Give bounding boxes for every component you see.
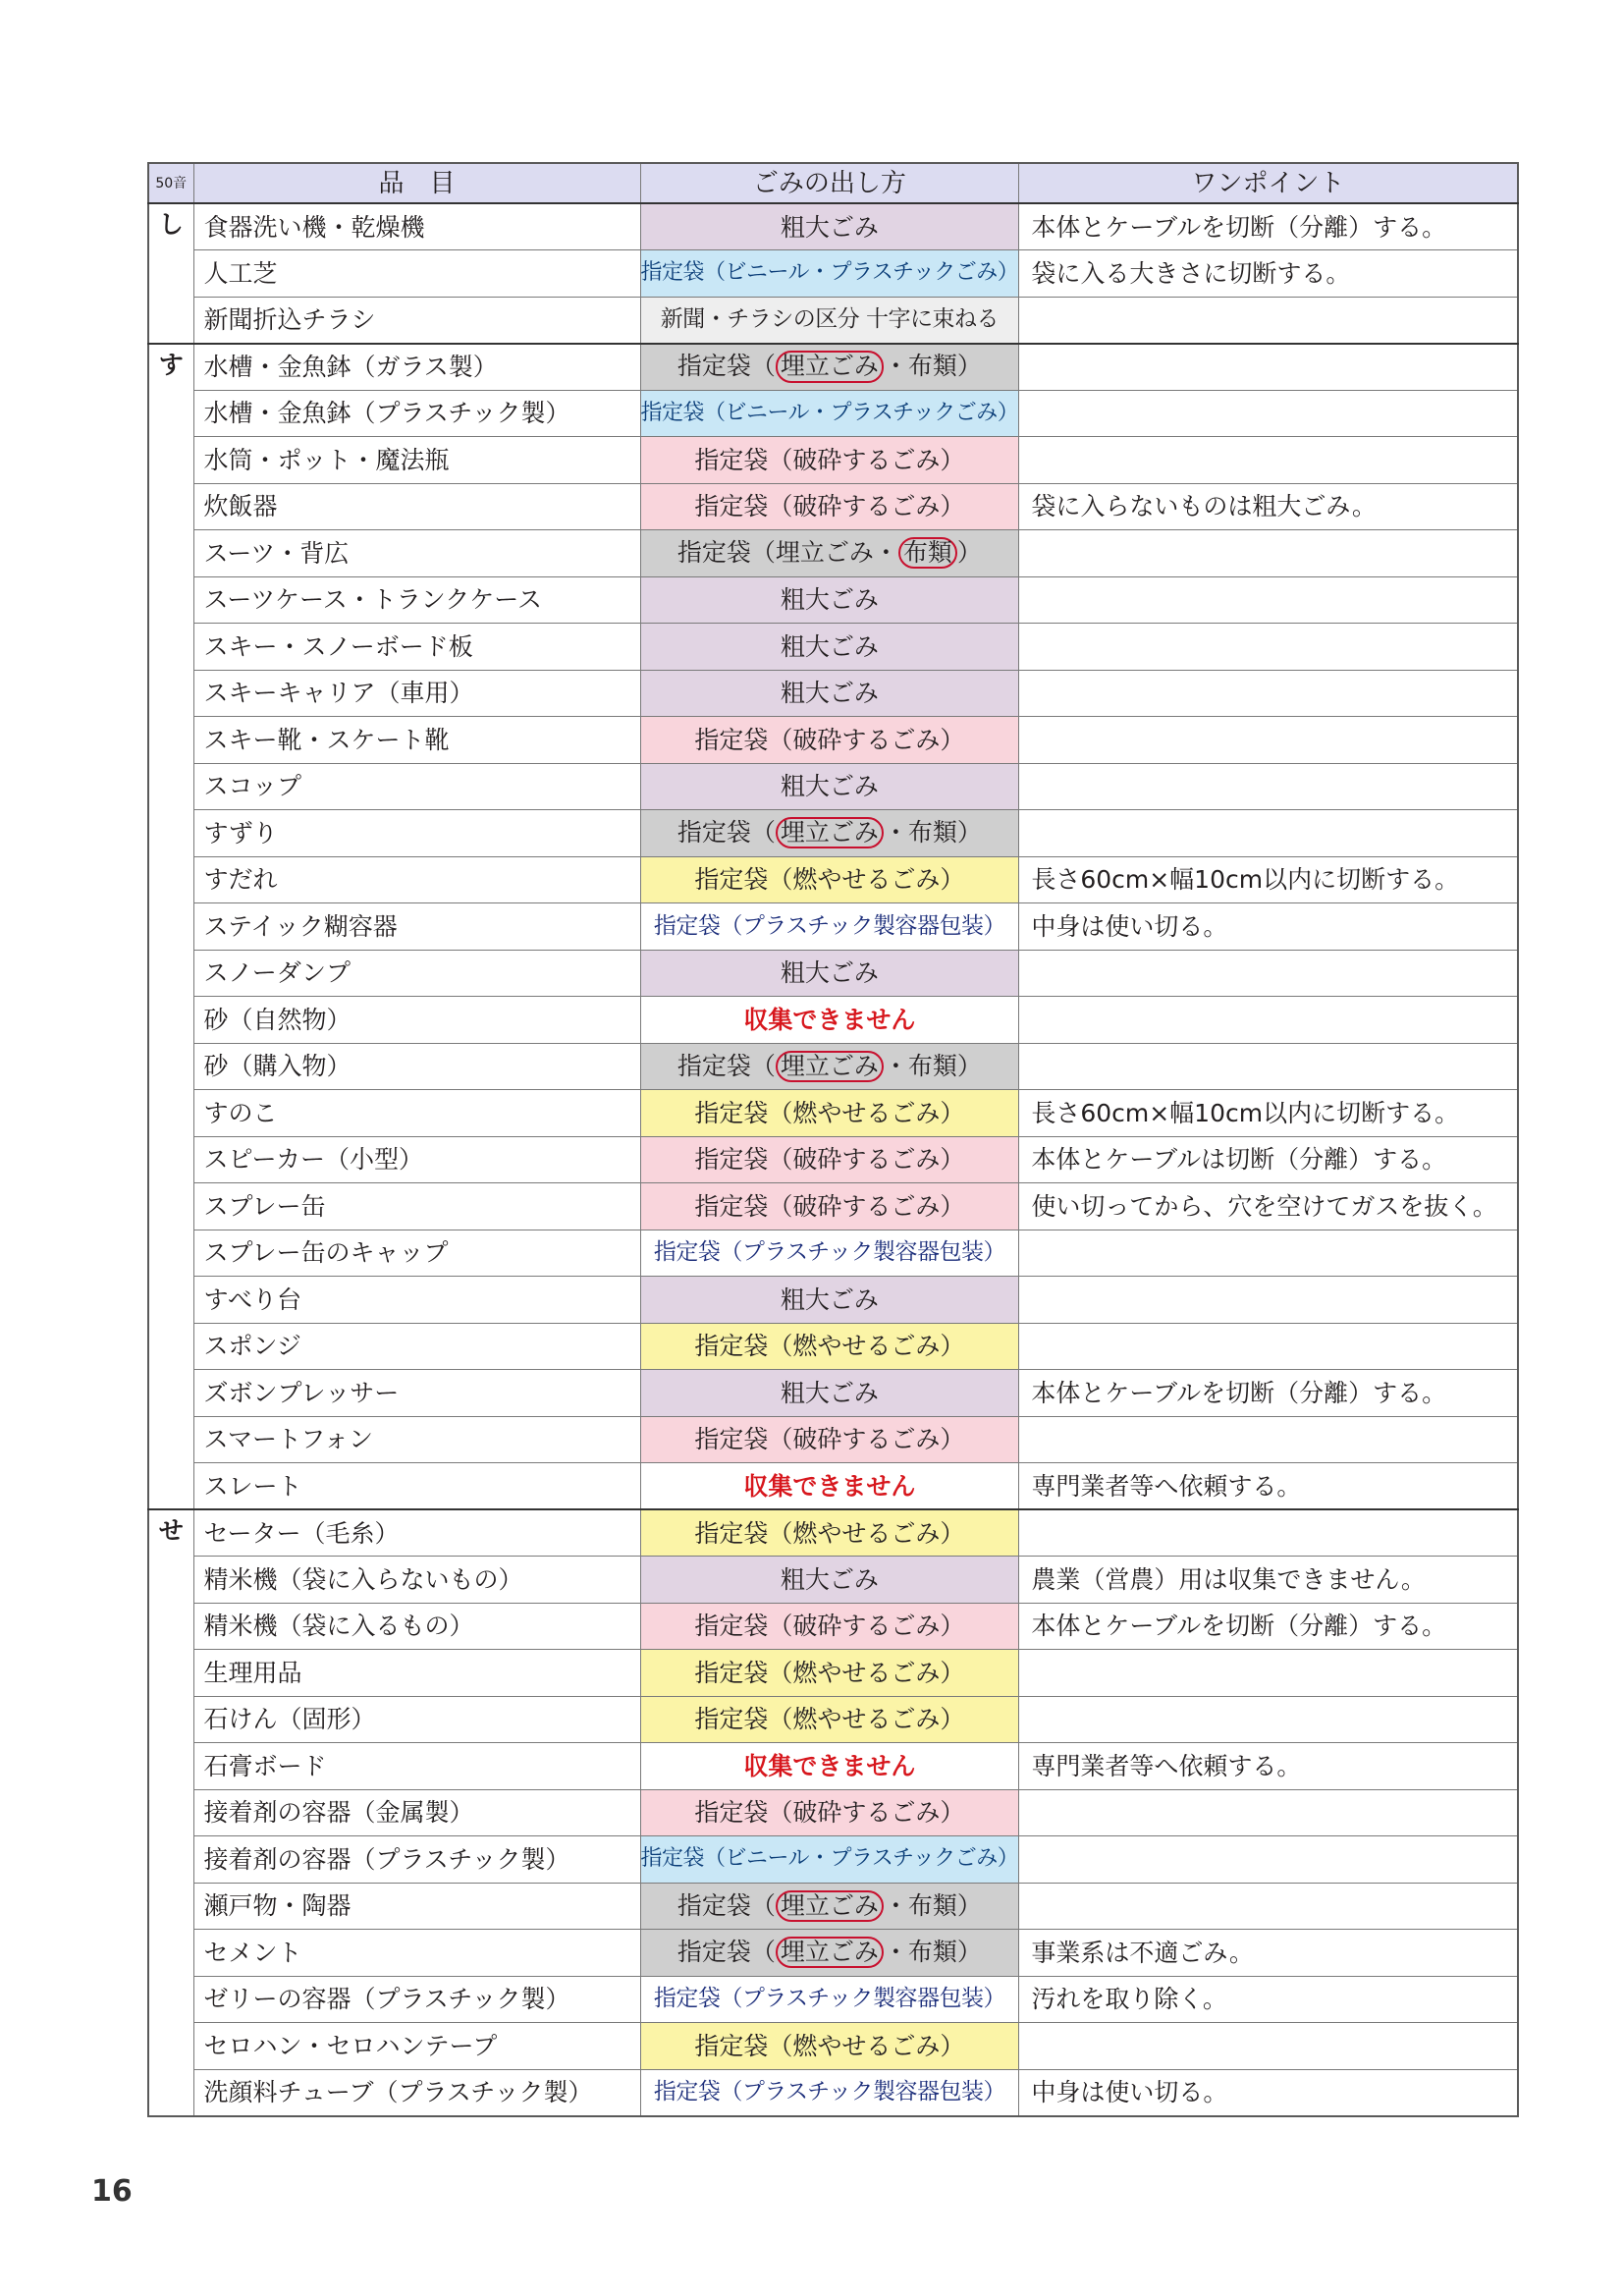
item-name: 砂（購入物）	[193, 1043, 640, 1090]
table-row	[148, 1836, 1518, 1884]
item-name: スマートフォン	[193, 1416, 640, 1463]
disposal-method: 指定袋（燃やせるごみ）	[640, 1650, 1019, 1697]
table-row	[148, 1557, 1518, 1604]
item-name: スプレー缶のキャップ	[193, 1230, 640, 1277]
disposal-method: 指定袋（破砕するごみ）	[640, 437, 1019, 484]
disposal-method: 指定袋（燃やせるごみ）	[640, 1323, 1019, 1370]
disposal-method: 粗大ごみ	[640, 763, 1019, 810]
item-name: スレート	[193, 1463, 640, 1510]
disposal-method: 指定袋（燃やせるごみ）	[640, 2023, 1019, 2070]
method-text: 指定袋（	[676, 1938, 776, 1967]
disposal-method: 指定袋（ビニール・プラスチックごみ）	[640, 1836, 1019, 1884]
item-name: スプレー缶	[193, 1183, 640, 1230]
disposal-method: 粗大ごみ	[640, 950, 1019, 997]
method-text: ・布類）	[883, 1051, 982, 1080]
one-point-note	[1019, 1836, 1518, 1884]
one-point-note	[1019, 1509, 1518, 1557]
one-point-note: 本体とケーブルは切断（分離）する。	[1019, 1136, 1518, 1183]
table-header-row	[148, 163, 1518, 203]
item-name: すだれ	[193, 856, 640, 903]
disposal-method: 指定袋（破砕するごみ）	[640, 1183, 1019, 1230]
item-name: ステイック糊容器	[193, 903, 640, 951]
one-point-note: 使い切ってから、穴を空けてガスを抜く。	[1019, 1183, 1518, 1230]
item-name: ズボンプレッサー	[193, 1370, 640, 1417]
one-point-note: 中身は使い切る。	[1019, 903, 1518, 951]
one-point-note: 本体とケーブルを切断（分離）する。	[1019, 1370, 1518, 1417]
one-point-note	[1019, 437, 1518, 484]
disposal-method: 粗大ごみ	[640, 1557, 1019, 1604]
table-row	[148, 1323, 1518, 1370]
method-text: ・布類）	[883, 352, 982, 381]
one-point-note	[1019, 2023, 1518, 2070]
table-row	[148, 1090, 1518, 1137]
item-name: 新聞折込チラシ	[193, 297, 640, 344]
table-row	[148, 810, 1518, 857]
table-row	[148, 763, 1518, 810]
disposal-method: 指定袋（燃やせるごみ）	[640, 1696, 1019, 1743]
one-point-note	[1019, 1043, 1518, 1090]
table-row	[148, 1043, 1518, 1090]
disposal-method: 指定袋（プラスチック製容器包装）	[640, 1976, 1019, 2023]
disposal-method: 収集できません	[640, 1743, 1019, 1790]
item-name: 石けん（固形）	[193, 1696, 640, 1743]
one-point-note: 事業系は不適ごみ。	[1019, 1930, 1518, 1977]
one-point-note	[1019, 390, 1518, 437]
item-name: スキー靴・スケート靴	[193, 717, 640, 764]
highlighted-category: 埋立ごみ	[776, 1937, 884, 1968]
table-body	[148, 203, 1518, 2116]
one-point-note: 本体とケーブルを切断（分離）する。	[1019, 1603, 1518, 1650]
table-row	[148, 297, 1518, 344]
table-row	[148, 624, 1518, 671]
item-name: セロハン・セロハンテープ	[193, 2023, 640, 2070]
item-name: 石膏ボード	[193, 1743, 640, 1790]
disposal-method: 粗大ごみ	[640, 203, 1019, 250]
table-row	[148, 344, 1518, 391]
item-name: 精米機（袋に入らないもの）	[193, 1557, 640, 1604]
one-point-note	[1019, 1696, 1518, 1743]
item-name: 水筒・ポット・魔法瓶	[193, 437, 640, 484]
disposal-method: 指定袋（破砕するごみ）	[640, 483, 1019, 530]
item-name: 砂（自然物）	[193, 997, 640, 1044]
table-row	[148, 1509, 1518, 1557]
table-row	[148, 483, 1518, 530]
item-name: 食器洗い機・乾燥機	[193, 203, 640, 250]
disposal-method: 指定袋（燃やせるごみ）	[640, 1509, 1019, 1557]
disposal-method: 指定袋（破砕するごみ）	[640, 1416, 1019, 1463]
highlighted-category: 埋立ごみ	[776, 1051, 884, 1082]
one-point-note	[1019, 670, 1518, 717]
header-item: 品 目	[193, 163, 640, 203]
table-row	[148, 1230, 1518, 1277]
disposal-method: 指定袋（ビニール・プラスチックごみ）	[640, 390, 1019, 437]
header-kana: 50音	[148, 163, 193, 203]
disposal-method: 指定袋（燃やせるごみ）	[640, 856, 1019, 903]
one-point-note	[1019, 1650, 1518, 1697]
table-row	[148, 1930, 1518, 1977]
table-row	[148, 856, 1518, 903]
disposal-method: 指定袋（プラスチック製容器包装）	[640, 1230, 1019, 1277]
header-note: ワンポイント	[1019, 163, 1518, 203]
item-name: 瀬戸物・陶器	[193, 1883, 640, 1930]
table-row	[148, 437, 1518, 484]
header-method: ごみの出し方	[640, 163, 1019, 203]
table-row	[148, 1883, 1518, 1930]
kana-group-label: せ	[148, 1509, 193, 2116]
one-point-note	[1019, 1789, 1518, 1836]
table-row	[148, 1976, 1518, 2023]
table-row	[148, 530, 1518, 577]
item-name: スポンジ	[193, 1323, 640, 1370]
table-row	[148, 1463, 1518, 1510]
table-row	[148, 997, 1518, 1044]
item-name: スーツケース・トランクケース	[193, 576, 640, 624]
method-text: 指定袋（埋立ごみ・	[676, 538, 898, 568]
item-name: スピーカー（小型）	[193, 1136, 640, 1183]
table-row	[148, 250, 1518, 298]
item-name: スキーキャリア（車用）	[193, 670, 640, 717]
method-text: ・布類）	[883, 818, 982, 847]
table-row	[148, 1416, 1518, 1463]
method-text: 指定袋（	[676, 818, 776, 847]
item-name: 水槽・金魚鉢（プラスチック製）	[193, 390, 640, 437]
item-name: スノーダンプ	[193, 950, 640, 997]
disposal-method: 粗大ごみ	[640, 1277, 1019, 1324]
highlighted-category: 埋立ごみ	[776, 1890, 884, 1922]
disposal-method: 指定袋（プラスチック製容器包装）	[640, 2069, 1019, 2116]
highlighted-category: 布類	[898, 537, 957, 569]
disposal-method: 指定袋（プラスチック製容器包装）	[640, 903, 1019, 951]
one-point-note	[1019, 950, 1518, 997]
disposal-method: 新聞・チラシの区分 十字に束ねる	[640, 297, 1019, 344]
table-row	[148, 1603, 1518, 1650]
table-row	[148, 717, 1518, 764]
disposal-method	[640, 1883, 1019, 1930]
item-name: 炊飯器	[193, 483, 640, 530]
table-row	[148, 670, 1518, 717]
one-point-note: 本体とケーブルを切断（分離）する。	[1019, 203, 1518, 250]
one-point-note: 長さ60cm×幅10cm以内に切断する。	[1019, 856, 1518, 903]
table-row	[148, 1650, 1518, 1697]
disposal-method: 粗大ごみ	[640, 624, 1019, 671]
garbage-sorting-table	[147, 162, 1519, 2117]
one-point-note: 農業（営農）用は収集できません。	[1019, 1557, 1518, 1604]
disposal-method: 指定袋（破砕するごみ）	[640, 1136, 1019, 1183]
item-name: スキー・スノーボード板	[193, 624, 640, 671]
disposal-method: 指定袋（破砕するごみ）	[640, 1789, 1019, 1836]
one-point-note	[1019, 1883, 1518, 1930]
one-point-note: 専門業者等へ依頼する。	[1019, 1463, 1518, 1510]
one-point-note: 袋に入らないものは粗大ごみ。	[1019, 483, 1518, 530]
item-name: ゼリーの容器（プラスチック製）	[193, 1976, 640, 2023]
disposal-method	[640, 810, 1019, 857]
item-name: 精米機（袋に入るもの）	[193, 1603, 640, 1650]
one-point-note	[1019, 624, 1518, 671]
one-point-note	[1019, 344, 1518, 391]
disposal-method	[640, 1930, 1019, 1977]
table-row	[148, 903, 1518, 951]
table-row	[148, 1789, 1518, 1836]
item-name: スーツ・背広	[193, 530, 640, 577]
one-point-note	[1019, 810, 1518, 857]
one-point-note	[1019, 717, 1518, 764]
method-text: ・布類）	[883, 1938, 982, 1967]
disposal-method: 指定袋（燃やせるごみ）	[640, 1090, 1019, 1137]
one-point-note	[1019, 1323, 1518, 1370]
disposal-method: 指定袋（破砕するごみ）	[640, 1603, 1019, 1650]
table-row	[148, 390, 1518, 437]
table-row	[148, 1696, 1518, 1743]
one-point-note	[1019, 997, 1518, 1044]
item-name: 水槽・金魚鉢（ガラス製）	[193, 344, 640, 391]
one-point-note: 中身は使い切る。	[1019, 2069, 1518, 2116]
highlighted-category: 埋立ごみ	[776, 351, 884, 382]
item-name: すずり	[193, 810, 640, 857]
disposal-method: 指定袋（ビニール・プラスチックごみ）	[640, 250, 1019, 298]
table-row	[148, 1183, 1518, 1230]
table-row	[148, 2023, 1518, 2070]
item-name: セーター（毛糸）	[193, 1509, 640, 1557]
one-point-note: 汚れを取り除く。	[1019, 1976, 1518, 2023]
one-point-note	[1019, 1277, 1518, 1324]
table-row	[148, 950, 1518, 997]
disposal-method: 収集できません	[640, 1463, 1019, 1510]
disposal-method: 粗大ごみ	[640, 576, 1019, 624]
disposal-method	[640, 344, 1019, 391]
item-name: すべり台	[193, 1277, 640, 1324]
one-point-note	[1019, 1416, 1518, 1463]
one-point-note	[1019, 763, 1518, 810]
disposal-method: 収集できません	[640, 997, 1019, 1044]
table-row	[148, 1277, 1518, 1324]
method-text: 指定袋（	[676, 1890, 776, 1920]
item-name: セメント	[193, 1930, 640, 1977]
disposal-method	[640, 530, 1019, 577]
method-text: 指定袋（	[676, 352, 776, 381]
method-text: ・布類）	[883, 1890, 982, 1920]
disposal-method: 指定袋（破砕するごみ）	[640, 717, 1019, 764]
table-row	[148, 576, 1518, 624]
disposal-method: 粗大ごみ	[640, 1370, 1019, 1417]
table-row	[148, 2069, 1518, 2116]
one-point-note: 袋に入る大きさに切断する。	[1019, 250, 1518, 298]
highlighted-category: 埋立ごみ	[776, 817, 884, 848]
disposal-method	[640, 1043, 1019, 1090]
one-point-note	[1019, 1230, 1518, 1277]
table-row	[148, 1743, 1518, 1790]
item-name: 洗顔料チューブ（プラスチック製）	[193, 2069, 640, 2116]
method-text: 指定袋（	[676, 1051, 776, 1080]
one-point-note: 専門業者等へ依頼する。	[1019, 1743, 1518, 1790]
item-name: スコップ	[193, 763, 640, 810]
method-text: ）	[956, 538, 982, 568]
item-name: 人工芝	[193, 250, 640, 298]
item-name: すのこ	[193, 1090, 640, 1137]
page-number: 16	[91, 2174, 133, 2209]
table-row	[148, 203, 1518, 250]
item-name: 接着剤の容器（プラスチック製）	[193, 1836, 640, 1884]
table-row	[148, 1136, 1518, 1183]
one-point-note	[1019, 297, 1518, 344]
one-point-note: 長さ60cm×幅10cm以内に切断する。	[1019, 1090, 1518, 1137]
kana-group-label: し	[148, 203, 193, 344]
disposal-method: 粗大ごみ	[640, 670, 1019, 717]
one-point-note	[1019, 576, 1518, 624]
one-point-note	[1019, 530, 1518, 577]
table-row	[148, 1370, 1518, 1417]
item-name: 接着剤の容器（金属製）	[193, 1789, 640, 1836]
kana-group-label: す	[148, 344, 193, 1510]
item-name: 生理用品	[193, 1650, 640, 1697]
